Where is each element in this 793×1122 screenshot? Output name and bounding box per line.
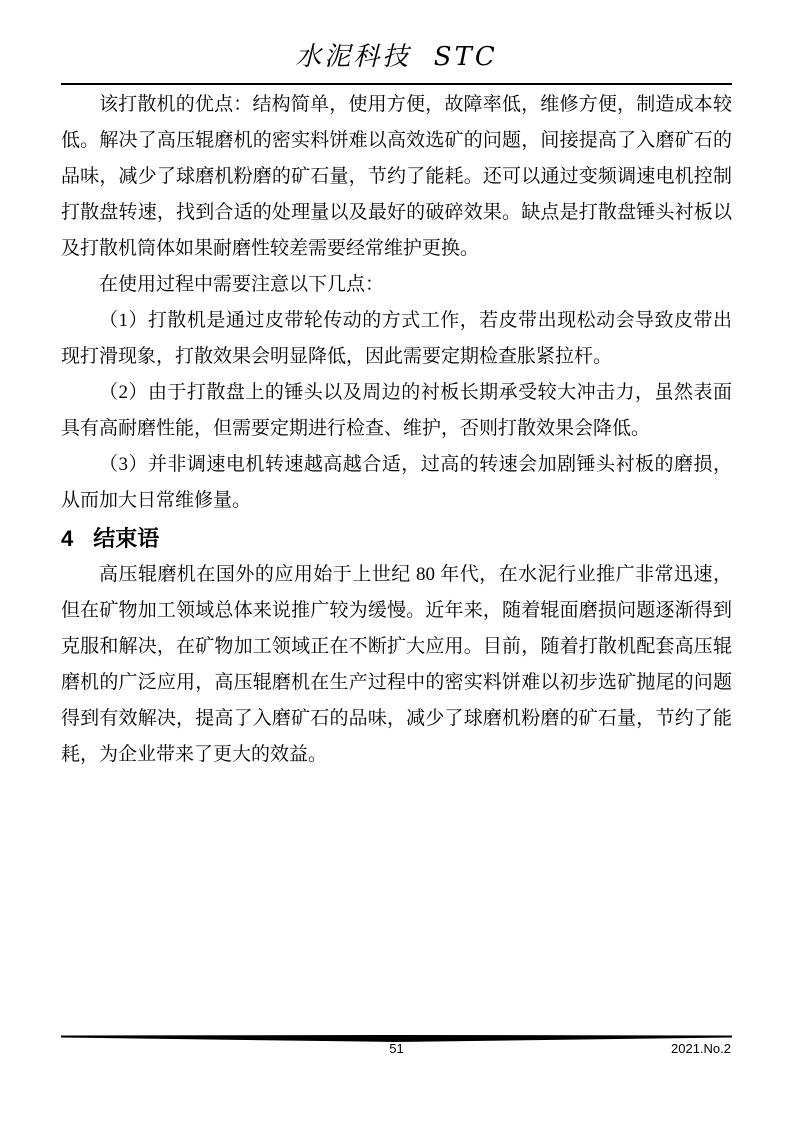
paragraph-conclusion: 高压辊磨机在国外的应用始于上世纪 80 年代，在水泥行业推广非常迅速，但在矿物加工领域总体来说推广较为缓慢。近年来，随着辊面磨损问题逐渐得到克服和解决，在矿物加工领域正在不断扩大应用。目前，随着打散机配套高压辊磨机的广泛应用，高压辊磨机在生产过程中的密实料饼难以初步选矿抛尾的问题得到有效解决，提高了入磨矿石的品味，减少了球磨机粉磨的矿石量，节约了能耗，为企业带来了更大的效益。 (61, 564, 732, 765)
journal-title: 水泥科技 STC (295, 42, 498, 72)
section-title: 结束语 (93, 526, 160, 551)
article-body (61, 87, 732, 773)
issue-number: 2021.No.2 (671, 1041, 731, 1056)
section-heading (61, 525, 732, 552)
paragraph-note-1: （1）打散机是通过皮带轮传动的方式工作，若皮带出现松动会导致皮带出现打滑现象，打散效果会明显降低，因此需要定期检查胀紧拉杆。 (61, 310, 732, 367)
header-divider (61, 83, 732, 85)
paragraph-note-3: （3）并非调速电机转速越高越合适，过高的转速会加剧锤头衬板的磨损，从而加大日常维修量。 (61, 454, 732, 511)
paragraph-advantages: 该打散机的优点：结构简单，使用方便，故障率低，维修方便，制造成本较低。解决了高压辊磨机的密实料饼难以高效选矿的问题，间接提高了入磨矿石的品味，减少了球磨机粉磨的矿石量，节约了能耗。还可以通过变频调速电机控制打散盘转速，找到合适的处理量以及最好的破碎效果。缺点是打散盘锤头衬板以及打散机筒体如果耐磨性较差需要经常维护更换。 (61, 94, 732, 259)
paragraph-notes-intro: 在使用过程中需要注意以下几点： (99, 274, 385, 295)
paragraph-note-2: （2）由于打散盘上的锤头以及周边的衬板长期承受较大冲击力，虽然表面具有高耐磨性能，但需要定期进行检查、维护，否则打散效果会降低。 (61, 382, 732, 439)
page-number: 51 (389, 1041, 404, 1056)
section-number: 4 (61, 526, 74, 551)
